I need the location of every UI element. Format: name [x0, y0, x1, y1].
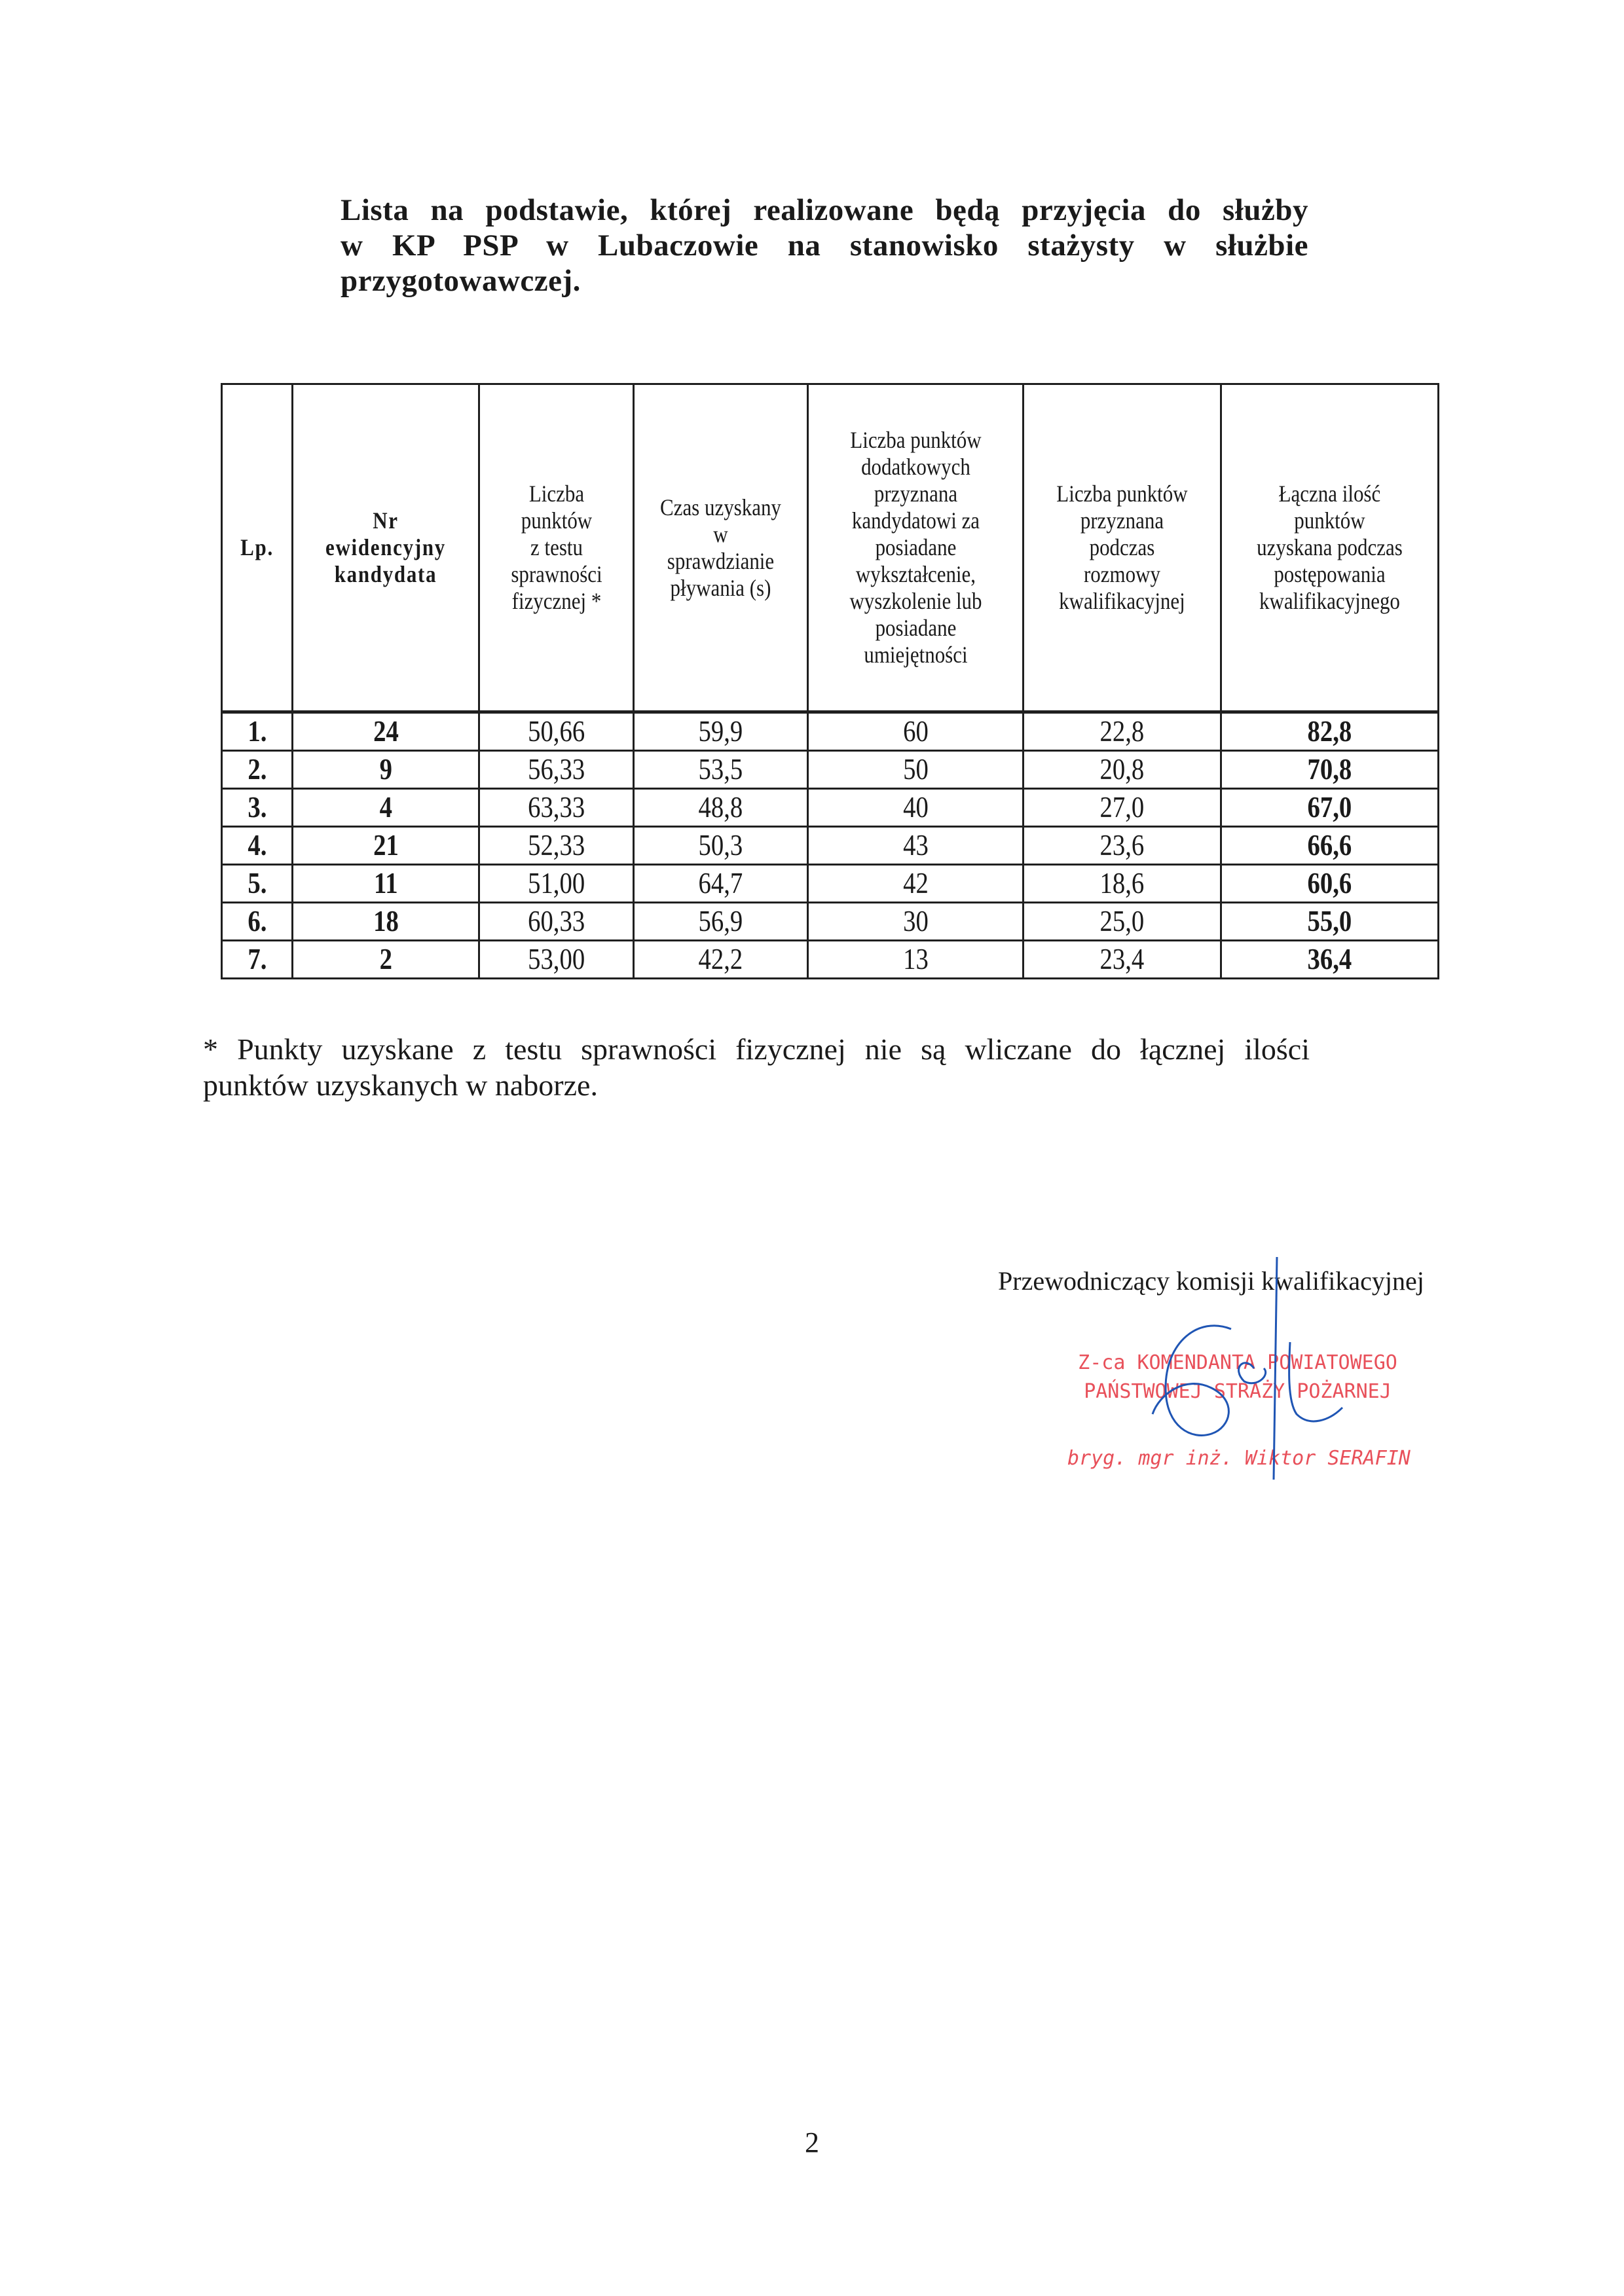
cell-lp: 4. — [222, 827, 293, 865]
stamp-line: PAŃSTWOWEJ STRAŻY POŻARNEJ — [1084, 1380, 1392, 1403]
cell-candidate-number: 9 — [293, 751, 479, 789]
cell-total-points: 70,8 — [1221, 751, 1439, 789]
cell-swim-time: 59,9 — [634, 712, 808, 751]
table-row — [222, 712, 1439, 751]
cell-extra-points: 50 — [808, 751, 1024, 789]
cell-interview-points: 23,4 — [1024, 941, 1221, 979]
cell-fitness-points: 52,33 — [479, 827, 634, 865]
cell-candidate-number: 11 — [293, 865, 479, 903]
cell-fitness-points: 63,33 — [479, 789, 634, 827]
cell-extra-points: 13 — [808, 941, 1024, 979]
cell-swim-time: 56,9 — [634, 903, 808, 941]
cell-extra-points: 42 — [808, 865, 1024, 903]
table-row — [222, 903, 1439, 941]
cell-total-points: 67,0 — [1221, 789, 1439, 827]
table-row — [222, 865, 1439, 903]
cell-lp: 2. — [222, 751, 293, 789]
footnote — [203, 1031, 1310, 1103]
table-row — [222, 751, 1439, 789]
cell-total-points: 55,0 — [1221, 903, 1439, 941]
cell-lp: 3. — [222, 789, 293, 827]
cell-fitness-points: 53,00 — [479, 941, 634, 979]
cell-extra-points: 43 — [808, 827, 1024, 865]
title-line: Lista na podstawie, której realizowane będą przyjęcia do służby — [341, 193, 1308, 227]
header-total-points: Łączna ilość punktów uzyskana podczas postępowania kwalifikacyjnego — [1221, 384, 1439, 712]
header-lp: Lp. — [222, 384, 293, 712]
handwritten-signature-icon — [1139, 1244, 1388, 1480]
cell-interview-points: 27,0 — [1024, 789, 1221, 827]
cell-interview-points: 25,0 — [1024, 903, 1221, 941]
header-fitness-points: Liczba punktów z testu sprawności fizycznej * — [479, 384, 634, 712]
cell-candidate-number: 18 — [293, 903, 479, 941]
cell-swim-time: 50,3 — [634, 827, 808, 865]
cell-extra-points: 60 — [808, 712, 1024, 751]
cell-swim-time: 53,5 — [634, 751, 808, 789]
table-row — [222, 941, 1439, 979]
cell-lp: 5. — [222, 865, 293, 903]
cell-interview-points: 22,8 — [1024, 712, 1221, 751]
results-table — [221, 383, 1439, 979]
header-swim-time: Czas uzyskany w sprawdzianie pływania (s) — [634, 384, 808, 712]
table-row — [222, 789, 1439, 827]
stamp-line: Z-ca KOMENDANTA POWIATOWEGO — [1078, 1351, 1397, 1374]
cell-total-points: 36,4 — [1221, 941, 1439, 979]
cell-fitness-points: 60,33 — [479, 903, 634, 941]
title-line: przygotowawczej. — [341, 264, 581, 298]
cell-fitness-points: 50,66 — [479, 712, 634, 751]
cell-interview-points: 20,8 — [1024, 751, 1221, 789]
cell-swim-time: 42,2 — [634, 941, 808, 979]
cell-lp: 6. — [222, 903, 293, 941]
document-title — [341, 192, 1308, 299]
cell-fitness-points: 51,00 — [479, 865, 634, 903]
header-extra-points: Liczba punktów dodatkowych przyznana kandydatowi za posiadane wykształcenie, wyszkolenie lub posiadane umiejętności — [808, 384, 1024, 712]
footnote-line: * Punkty uzyskane z testu sprawności fizycznej nie są wliczane do łącznej ilości — [203, 1032, 1310, 1066]
header-interview-points: Liczba punktów przyznana podczas rozmowy kwalifikacyjnej — [1024, 384, 1221, 712]
page-number: 2 — [805, 2126, 819, 2159]
cell-fitness-points: 56,33 — [479, 751, 634, 789]
cell-total-points: 66,6 — [1221, 827, 1439, 865]
cell-swim-time: 64,7 — [634, 865, 808, 903]
table-header-row — [222, 384, 1439, 712]
footnote-line: punktów uzyskanych w naborze. — [203, 1068, 598, 1102]
cell-extra-points: 30 — [808, 903, 1024, 941]
cell-swim-time: 48,8 — [634, 789, 808, 827]
cell-lp: 1. — [222, 712, 293, 751]
signature-label: Przewodniczący komisji kwalifikacyjnej — [998, 1266, 1424, 1296]
header-candidate-number: Nr ewidencyjny kandydata — [293, 384, 479, 712]
cell-extra-points: 40 — [808, 789, 1024, 827]
cell-total-points: 60,6 — [1221, 865, 1439, 903]
cell-candidate-number: 4 — [293, 789, 479, 827]
cell-interview-points: 23,6 — [1024, 827, 1221, 865]
cell-lp: 7. — [222, 941, 293, 979]
cell-candidate-number: 24 — [293, 712, 479, 751]
table-row — [222, 827, 1439, 865]
cell-candidate-number: 21 — [293, 827, 479, 865]
cell-total-points: 82,8 — [1221, 712, 1439, 751]
stamp-name-line: bryg. mgr inż. Wiktor SERAFIN — [1067, 1447, 1411, 1470]
cell-interview-points: 18,6 — [1024, 865, 1221, 903]
title-line: w KP PSP w Lubaczowie na stanowisko stażysty w służbie — [341, 228, 1308, 263]
cell-candidate-number: 2 — [293, 941, 479, 979]
